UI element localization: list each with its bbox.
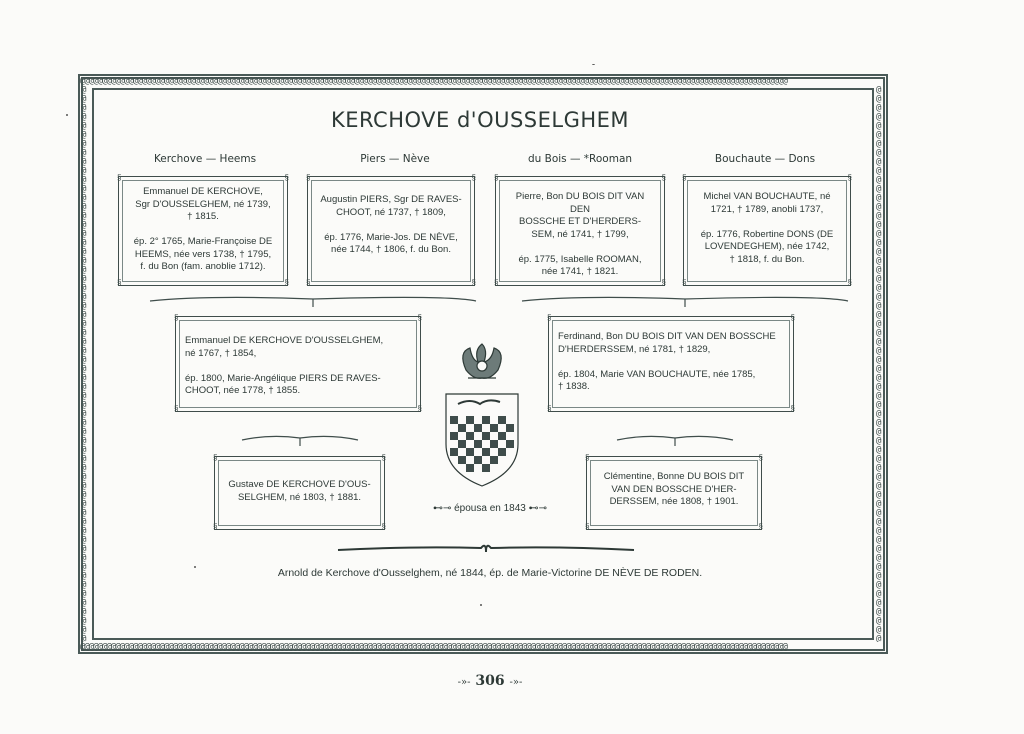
corner-ornament: §	[758, 522, 763, 531]
corner-ornament: §	[174, 313, 179, 322]
corner-ornament: §	[547, 313, 552, 322]
corner-ornament: §	[547, 404, 552, 413]
ancestor-text: Clémentine, Bonne DU BOIS DIT VAN DEN BOSSCHE D'HER- DERSSEM, née 1808, † 1901.	[603, 471, 745, 507]
column-heading: du Bois — *Rooman	[527, 153, 633, 165]
corner-ornament: §	[790, 313, 795, 322]
ancestor-text: Augustin PIERS, Sgr DE RAVES- CHOOT, né 1737, † 1809, ép. 1776, Marie-Jos. DE NÈVE, née 1744, † 1806, f. du Bon.	[320, 194, 462, 255]
column-heading: Piers — Nève	[360, 153, 430, 165]
page-title: KERCHOVE d'OUSSELGHEM	[330, 108, 630, 132]
marriage-ornament-right: ⊷⊸	[525, 503, 548, 514]
ancestor-box	[213, 453, 386, 531]
ancestor-text: Gustave DE KERCHOVE D'OUS- SELGHEM, né 1803, † 1881.	[228, 479, 371, 503]
marriage-text: épousa en 1843	[454, 503, 526, 514]
paper-speck	[66, 114, 68, 116]
corner-ornament: §	[661, 173, 666, 182]
ornament-right-border: @@@@@@@@@@@@@@@@@@@@@@@@@@@@@@@@@@@@@@@@@@@@@@@@@@@@@@@@@@@@@@	[876, 86, 882, 642]
ancestor-box	[117, 173, 289, 287]
corner-ornament: §	[661, 278, 666, 287]
ancestor-box	[306, 173, 476, 287]
corner-ornament: §	[471, 173, 476, 182]
ancestor-text: Ferdinand, Bon DU BOIS DIT VAN DEN BOSSCHE D'HERDERSSEM, né 1781, † 1829, ép. 1804, Marie VAN BOUCHAUTE, née 1785, † 1838.	[558, 331, 776, 392]
corner-ornament: §	[117, 173, 122, 182]
corner-ornament: §	[847, 173, 852, 182]
page-number-value: 306	[475, 673, 505, 689]
ancestor-box	[585, 453, 763, 531]
corner-ornament: §	[117, 278, 122, 287]
ancestor-box	[682, 173, 852, 287]
corner-ornament: §	[682, 173, 687, 182]
ancestor-text: Pierre, Bon DU BOIS DIT VAN DEN BOSSCHE ET D'HERDERS- SEM, né 1741, † 1799, ép. 1775, Isabelle ROOMAN, née 1741, † 1821.	[515, 191, 645, 277]
connector-brace	[148, 293, 478, 313]
corner-ornament: §	[847, 278, 852, 287]
paper-speck	[480, 604, 482, 606]
corner-ornament: §	[284, 173, 289, 182]
corner-ornament: §	[306, 173, 311, 182]
connector-brace	[615, 432, 735, 452]
corner-ornament: §	[494, 278, 499, 287]
corner-ornament: §	[585, 453, 590, 462]
corner-ornament: §	[758, 453, 763, 462]
paper-speck	[194, 566, 196, 568]
page-number-ornament: -»-	[457, 677, 471, 688]
corner-ornament: §	[284, 278, 289, 287]
connector-brace	[336, 540, 636, 558]
ancestor-box	[174, 313, 422, 413]
corner-ornament: §	[213, 453, 218, 462]
page-number-ornament: -»-	[509, 677, 523, 688]
corner-ornament: §	[790, 404, 795, 413]
corner-ornament: §	[417, 404, 422, 413]
corner-ornament: §	[471, 278, 476, 287]
ornament-bottom-border: @@@@@@@@@@@@@@@@@@@@@@@@@@@@@@@@@@@@@@@@@@@@@@@@@@@@@@@@@@@@@@@@@@@@@@@@@@@@@@@@@@@@@@@@@@@@@@@@@@@@@@@@@@@@@@@@@@@@@@@@@@@@@@@@@@@@@@@@@@@@@@@@@@@@@@@@@@@@@@@@	[80, 642, 787, 652]
ancestor-box	[547, 313, 795, 413]
corner-ornament: §	[306, 278, 311, 287]
ancestor-text: Michel VAN BOUCHAUTE, né 1721, † 1789, anobli 1737, ép. 1776, Robertine DONS (DE LOVENDEGHEM), née 1742, † 1818, f. du Bon.	[700, 191, 834, 265]
connector-brace	[520, 293, 850, 313]
column-heading: Bouchaute — Dons	[714, 153, 816, 165]
corner-ornament: §	[381, 522, 386, 531]
corner-ornament: §	[417, 313, 422, 322]
column-heading: Kerchove — Heems	[153, 153, 257, 165]
corner-ornament: §	[585, 522, 590, 531]
connector-brace	[240, 432, 360, 452]
paper-speck	[592, 64, 595, 65]
ancestor-text: Emmanuel DE KERCHOVE, Sgr D'OUSSELGHEM, né 1739, † 1815. ép. 2° 1765, Marie-Françoise DE HEEMS, née vers 1738, † 1795, f. du Bon (fam. anoblie 1712).	[133, 186, 273, 272]
corner-ornament: §	[682, 278, 687, 287]
marriage-note	[420, 503, 560, 514]
corner-ornament: §	[174, 404, 179, 413]
marriage-ornament-left: ⊷⊸	[432, 503, 455, 514]
ancestor-box	[494, 173, 666, 287]
ornament-top-border: @@@@@@@@@@@@@@@@@@@@@@@@@@@@@@@@@@@@@@@@@@@@@@@@@@@@@@@@@@@@@@@@@@@@@@@@@@@@@@@@@@@@@@@@@@@@@@@@@@@@@@@@@@@@@@@@@@@@@@@@@@@@@@@@@@@@@@@@@@@@@@@@@@@@@@@@@@@@@@@@	[80, 76, 787, 86]
ancestor-text: Emmanuel DE KERCHOVE D'OUSSELGHEM, né 1767, † 1854, ép. 1800, Marie-Angélique PIERS DE RAVES- CHOOT, née 1778, † 1855.	[185, 335, 384, 396]
page-number	[440, 673, 540, 689]
corner-ornament: §	[494, 173, 499, 182]
corner-ornament: §	[381, 453, 386, 462]
corner-ornament: §	[213, 522, 218, 531]
coat-of-arms-icon	[440, 340, 524, 490]
ornament-left-border: @@@@@@@@@@@@@@@@@@@@@@@@@@@@@@@@@@@@@@@@@@@@@@@@@@@@@@@@@@@@@@	[81, 86, 87, 642]
descendant-caption: Arnold de Kerchove d'Ousselghem, né 1844, ép. de Marie-Victorine DE NÈVE DE RODEN.	[277, 567, 703, 579]
